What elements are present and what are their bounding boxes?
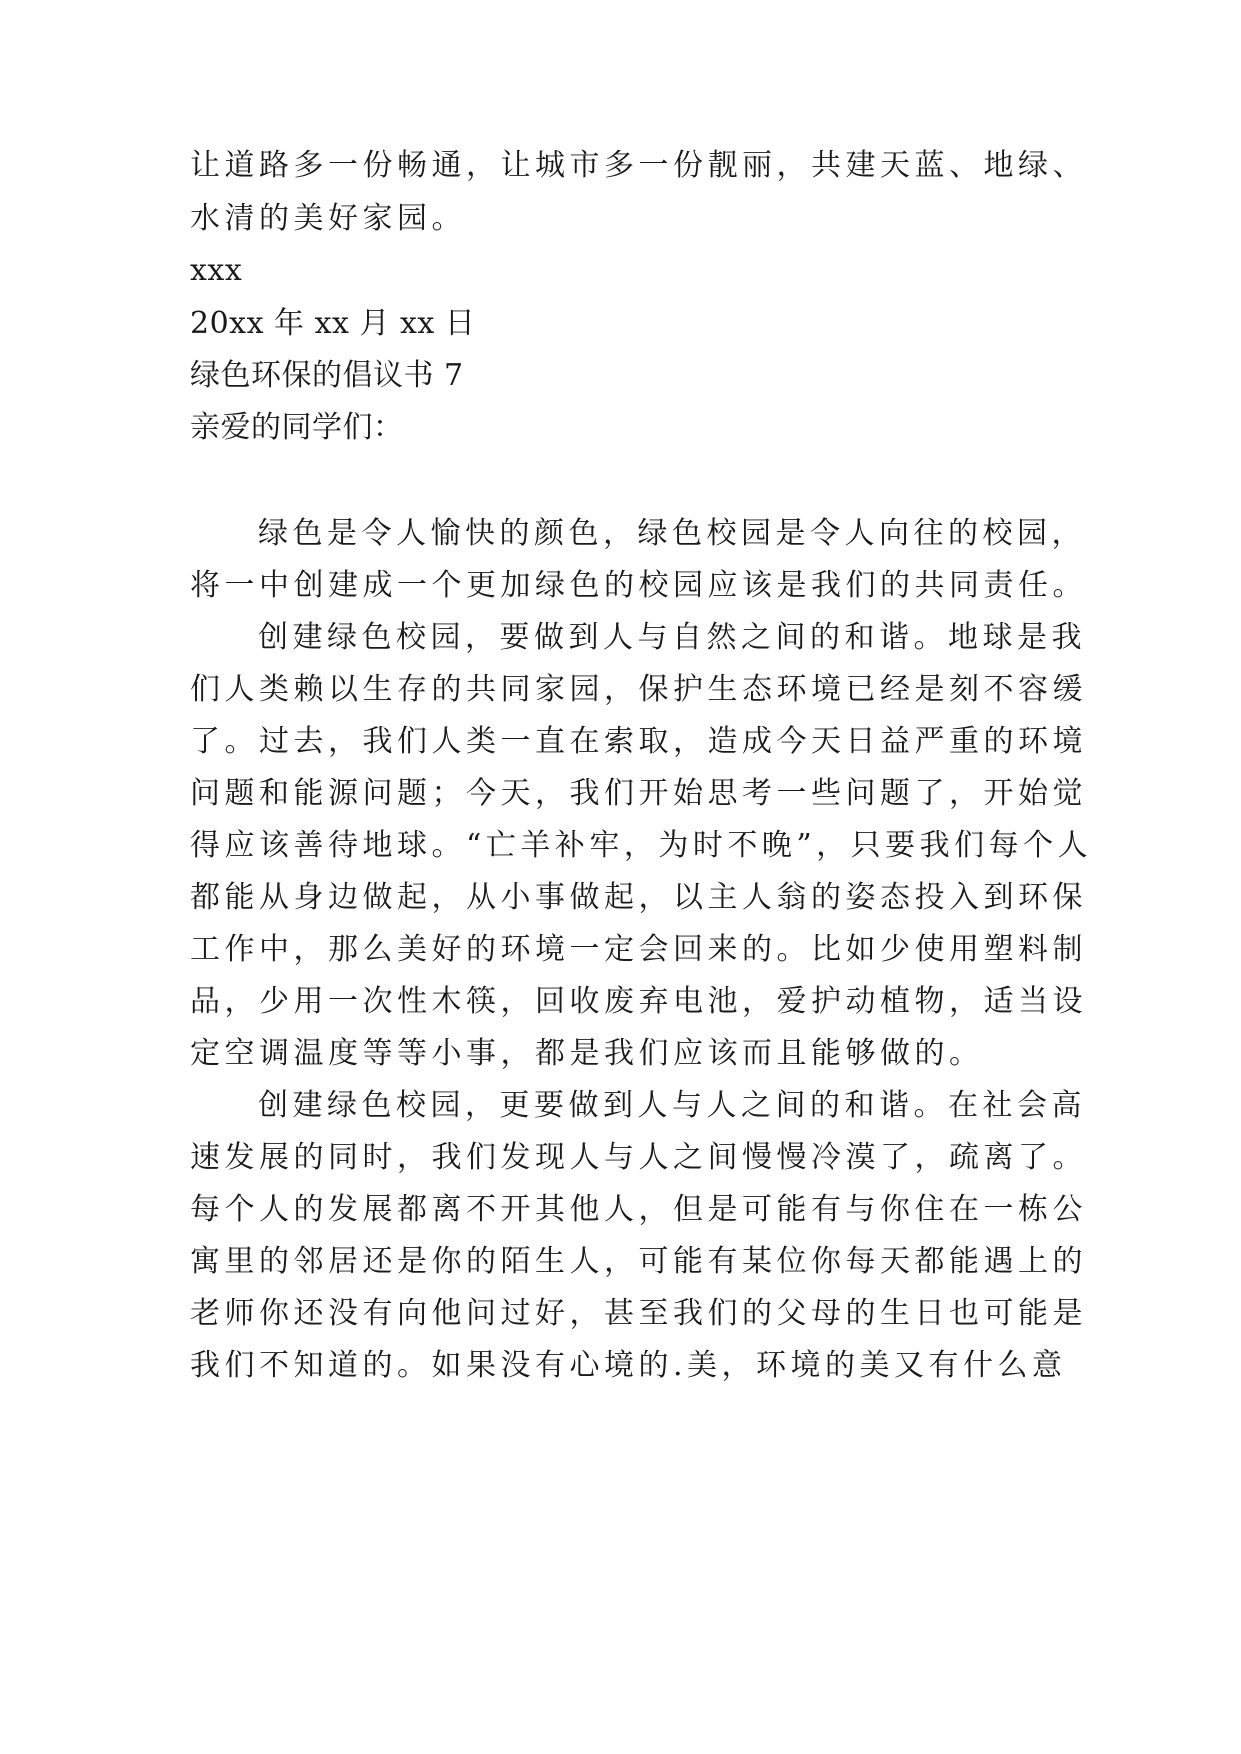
paragraph-line: 我们不知道的。如果没有心境的.美，环境的美又有什么意: [190, 1348, 1067, 1383]
paragraph-line: 创建绿色校园，更要做到人与人之间的和谐。在社会高: [258, 1088, 1086, 1123]
paragraph-line: 工作中，那么美好的环境一定会回来的。比如少使用塑料制: [190, 932, 1087, 967]
paragraph-line: 得应该善待地球。“亡羊补牢，为时不晚”，只要我们每个人: [190, 828, 1093, 863]
paragraph-line: 都能从身边做起，从小事做起，以主人翁的姿态投入到环保: [190, 880, 1087, 915]
paragraph-line: 品，少用一次性木筷，回收废弃电池，爱护动植物，适当设: [190, 984, 1087, 1019]
paragraph-line: 绿色是令人愉快的颜色，绿色校园是令人向往的校园，: [258, 516, 1086, 551]
paragraph-line: 创建绿色校园，要做到人与自然之间的和谐。地球是我: [258, 620, 1086, 655]
paragraph-line: 寓里的邻居还是你的陌生人，可能有某位你每天都能遇上的: [190, 1244, 1087, 1279]
paragraph-line: 将一中创建成一个更加绿色的校园应该是我们的共同责任。: [190, 568, 1087, 603]
paragraph-line: 速发展的同时，我们发现人与人之间慢慢冷漠了，疏离了。: [190, 1140, 1087, 1175]
intro-line: 水清的美好家园。: [190, 201, 466, 236]
paragraph-line: 定空调温度等等小事，都是我们应该而且能够做的。: [190, 1036, 984, 1071]
paragraph-line: 每个人的发展都离不开其他人，但是可能有与你住在一栋公: [190, 1192, 1087, 1227]
signature: xxx: [190, 253, 243, 288]
paragraph-line: 老师你还没有向他问过好，甚至我们的父母的生日也可能是: [190, 1296, 1087, 1331]
salutation: 亲爱的同学们：: [190, 410, 404, 445]
paragraph-line: 了。过去，我们人类一直在索取，造成今天日益严重的环境: [190, 724, 1087, 759]
paragraph-line: 问题和能源问题；今天，我们开始思考一些问题了，开始觉: [190, 776, 1087, 811]
intro-line: 让道路多一份畅通，让城市多一份靓丽，共建天蓝、地绿、: [190, 148, 1087, 183]
date: 20xx 年 xx 月 xx 日: [190, 306, 476, 341]
paragraph-line: 们人类赖以生存的共同家园，保护生态环境已经是刻不容缓: [190, 672, 1087, 707]
document-title: 绿色环保的倡议书 7: [190, 358, 464, 393]
